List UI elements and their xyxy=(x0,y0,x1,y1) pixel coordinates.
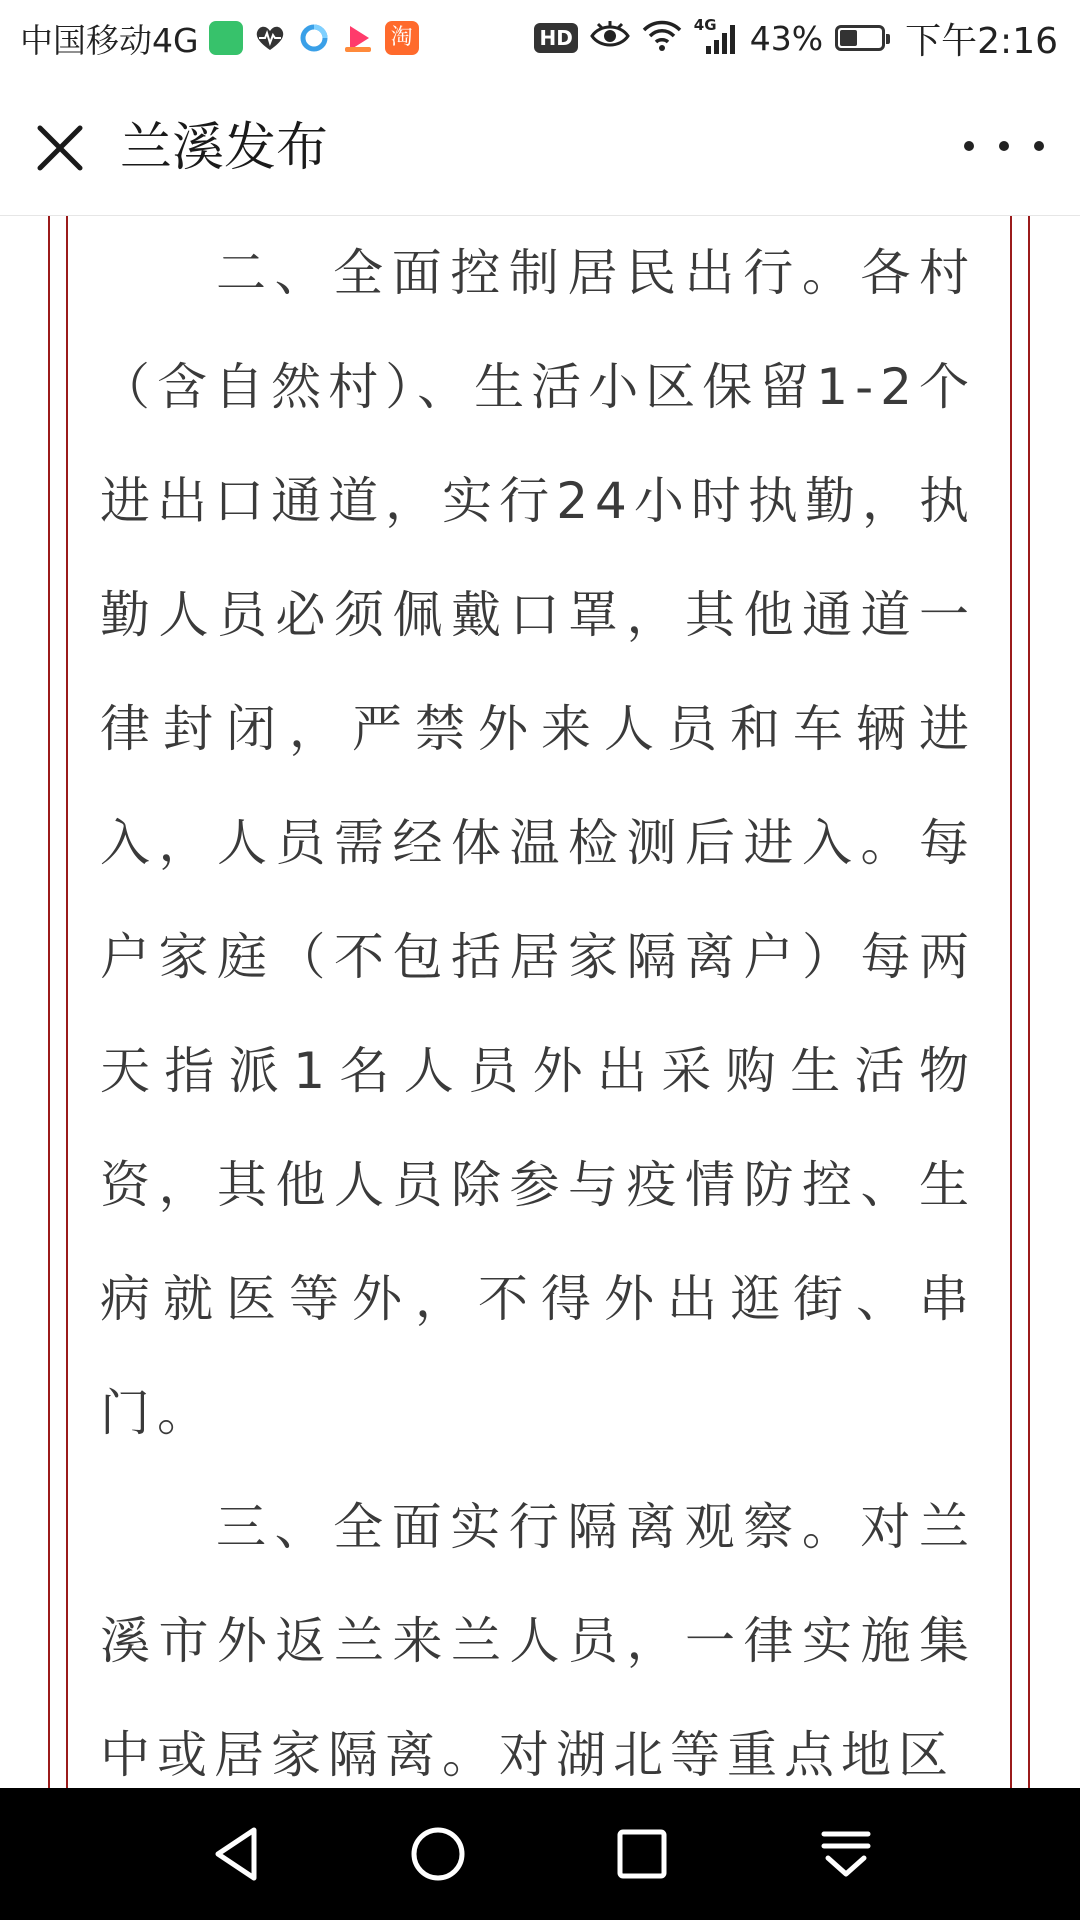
clock: 下午2:16 xyxy=(905,20,1058,62)
more-options-button[interactable] xyxy=(964,126,1044,166)
home-button[interactable] xyxy=(398,1814,478,1894)
status-bar xyxy=(0,0,1080,76)
more-dot-icon xyxy=(1034,141,1044,151)
battery-level-fill xyxy=(840,30,857,46)
close-icon xyxy=(28,116,92,180)
notification-pulldown-button[interactable] xyxy=(806,1814,886,1894)
back-button[interactable] xyxy=(196,1814,276,1894)
article-content[interactable] xyxy=(0,216,1080,1788)
status-bar-right xyxy=(534,14,1058,62)
video-app-icon xyxy=(341,21,375,55)
hd-badge: HD xyxy=(534,23,577,53)
carrier-label: 中国移动4G xyxy=(20,20,199,60)
more-dot-icon xyxy=(964,141,974,151)
taobao-icon: 淘 xyxy=(385,21,419,55)
battery-percent: 43% xyxy=(749,18,824,58)
pull-down-arrow-icon xyxy=(806,1814,886,1894)
back-triangle-icon xyxy=(196,1814,276,1894)
health-app-icon xyxy=(209,21,243,55)
border-line-left-inner xyxy=(66,216,68,1788)
article-body xyxy=(100,216,976,1788)
close-button[interactable] xyxy=(28,116,92,180)
page-title: 兰溪发布 xyxy=(120,118,329,178)
article-paragraph: 二、全面控制居民出行。各村（含自然村）、生活小区保留1-2个进出口通道，实行24小时执勤，执勤人员必须佩戴口罩，其他通道一律封闭，严禁外来人员和车辆进入，人员需经体温检测后进入。每户家庭（不包括居家隔离户）每两天指派1名人员外出采购生活物资，其他人员除参与疫情防控、生病就医等外，不得外出逛街、串门。 xyxy=(100,244,976,1442)
heartbeat-icon xyxy=(253,21,287,55)
home-circle-icon xyxy=(398,1814,478,1894)
swirl-app-icon xyxy=(297,21,331,55)
border-line-left-outer xyxy=(48,216,50,1788)
system-navigation-bar xyxy=(0,1788,1080,1920)
battery-icon xyxy=(835,25,885,51)
cellular-signal-icon xyxy=(693,16,738,56)
border-line-right-inner xyxy=(1010,216,1012,1788)
recent-square-icon xyxy=(602,1814,682,1894)
more-dot-icon xyxy=(999,141,1009,151)
network-type-label: 4G xyxy=(693,16,717,34)
status-bar-left xyxy=(20,14,419,62)
article-paragraph: 三、全面实行隔离观察。对兰溪市外返兰来兰人员，一律实施集中或居家隔离。对湖北等重点地区 xyxy=(100,1498,976,1784)
recent-apps-button[interactable] xyxy=(602,1814,682,1894)
wifi-icon xyxy=(642,20,682,56)
eye-comfort-icon xyxy=(590,21,630,55)
border-line-right-outer xyxy=(1028,216,1030,1788)
nav-bar xyxy=(0,76,1080,216)
